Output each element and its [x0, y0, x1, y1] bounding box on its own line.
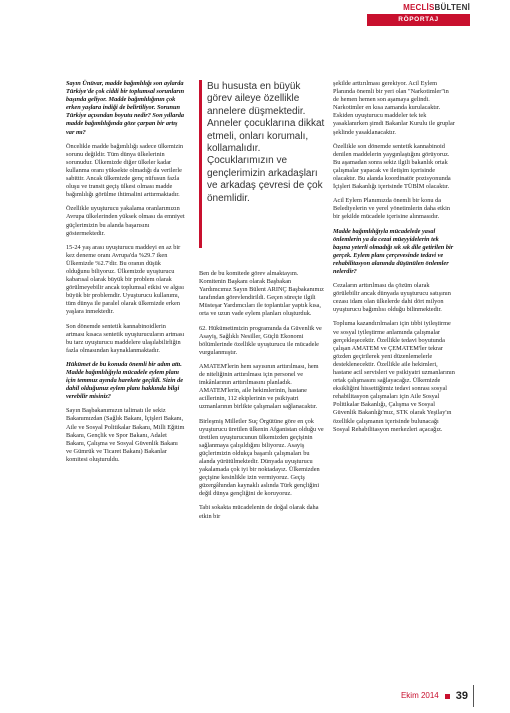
body-paragraph: Sayın Başbakanımızın talimatı ile sekiz Bakanımızdan (Sağlık Bakanı, İçişleri Bakanı, Aile ve Sosyal Politikalar Bakanı, Milli Eğitim Bakanı, Gençlik ve Spor Bakanı, Adalet Bakanı, Çalışma ve Sosyal Güvenlik Bakanı ve Gümrük ve Ticaret Bakanı) Bakanlar komitesi oluşturuldu.	[66, 407, 185, 463]
column-1	[66, 80, 185, 470]
interview-question: Hükümet de bu konuda önemli bir adım attı. Madde bağımlılığıyla mücadele eylem planı için temmuz ayında harekete geçildi. Sizin de dahil olduğunuz eylem planı hakkında bilgi verebilir misiniz?	[66, 360, 184, 401]
page-number: 39	[455, 690, 468, 702]
body-paragraph: 15-24 yaş arası uyuşturucu maddeyi en az bir kez deneme oranı Avrupa'da %29.7 iken Ülkemizde %2.7'dir. Bu oranın düşük olduğunu biliyoruz. Ülkemizde uyuşturucu kabarısal olarak büyük bir problem olarak görülmeyebilir ancak toplumsal etkisi ve algısı büyük bir problemdir. Uyuşturucu kullanımı, tüm dünya ile paralel olarak ülkemizde erken yaşlara inmektedir.	[66, 243, 185, 316]
body-paragraph: Özellikle uyuşturucu yakalama oranlarımızın Avrupa ülkelerinden yüksek olması da emniyet güçlerimizin bu alanda başarısını göstermektedir.	[66, 205, 185, 237]
body-paragraph: Tabi sokakta mücadelenin de doğal olarak daha etkin bir	[199, 504, 319, 520]
footer-divider	[473, 685, 474, 707]
column-3	[333, 80, 456, 440]
interview-question: Sayın Ünüvar, madde bağımlılığı son aylarda Türkiye'de çok ciddi bir toplumsal sorunların başında geliyor. Madde bağımlılığının çok erken yaşlara indiği de belirtiliyor. Sorunun Türkiye açısından boyutu nedir? Son yıllarda madde bağımlılığında göze çarpan bir artış var mı?	[66, 80, 185, 136]
page-footer	[401, 689, 468, 703]
body-paragraph: Cezaların arttırılması da çözüm olarak görülebilir ancak dünyada uyuşturucu satışının cezası idam olan ülkelerde dahi dört milyon uyuşturucu bağımlısı olduğu bilinmektedir.	[333, 282, 451, 314]
brand-bulteni: BÜLTENİ	[434, 3, 470, 12]
column-2	[199, 270, 324, 527]
interview-question: Madde bağımlılığıyla mücadelede yasal önlemlerin ya da cezai müeyyidelerin tek başına yeterli olmadığı sık sık dile getirilen bir gerçek. Eylem planı çerçevesinde tedavi ve rehabilitasyon alanında düşünülen önlemler nelerdir?	[333, 227, 454, 275]
body-paragraph: Topluma kazandırılmaları için tıbbi iyileştirme ve sosyal iyileştirme anlamında çalışmalar gerçekleşecektir. Özellikle tedavi boyutunda çalışan AMATEM ve ÇEMATEM'ler tekrar gözden geçirilerek yeni düzenlemelerle desteklenecektir. Özellikle aile hekimleri, hastane acil servisleri ve psikiyatri uzmanlarının ortak çalışmasını sağlayacağız. Ülkemizde eksikliğini hissettiğimiz tedavi sonrası sosyal rehabilitasyon çalışmaları için Aile Sosyal Politikalar Bakanlığı, Çalışma ve Sosyal Güvenlik Bakanlığı'mız, STK olarak Yeşilay'ın özellikle çalışmanın içerisinde bulunacağı Sosyal Rehabilitasyon merkezleri açacağız.	[333, 320, 455, 433]
brand-meclis: MECLİS	[403, 3, 435, 12]
body-paragraph: Özellikle son dönemde sentetik kannabinoid denilen maddelerin yaygınlaştığını görüyoruz. Bu aşamadan sonra sekiz ilgili bakanlık ortak çalışmalar yapacak ve iletişim içerisinde olacaktır. Bu alanda koordinatör pozisyonunda İçişleri Bakanlığı içerisinde TÜBİM olacaktır.	[333, 142, 451, 191]
body-paragraph: Öncelikle madde bağımlılığı sadece ülkemizin sorunu değildir. Tüm dünya ülkelerinin sorunudur. Ülkemizde diğer ülkeler kadar kullanma oranı yüksekte olmadığı da verilerle sabittir. Ancak ülkemizde genç nüfusun fazla oluşu ve transit geçiş ülkesi olması madde bağımlılığı görülme ihtimalini arttırmaktadır.	[66, 142, 184, 199]
body-paragraph: Acil Eylem Planımızda önemli bir konu da Belediyelerin ve yerel yönetimlerin daha etkin bir şekilde mücadele içerisine alınmasıdır.	[333, 197, 450, 221]
body-paragraph: AMATEM'lerin hem sayısının arttırılması, hem de niteliğinin arttırılması için personel ve imkânlarının arttırılmasını planladık. AMATEM'lerin, aile hekimlerinin, hastane acillerinin, 112 ekiplerinin ve psikiyatri uzmanlarının birlikte çalışmaları sağlanacaktır.	[199, 362, 319, 411]
issue-month: Ekim 2014	[400, 691, 439, 700]
footer-square-icon	[445, 694, 450, 699]
body-paragraph: şekilde arttırılması gerekiyor. Acil Eylem Planında önemli bir yeri olan "Narkotimler"in de hemen hemen son aşamaya gelindi. Narkotimler en kısa zamanda kurulacaktır. Eskiden uyuşturucu maddeler tek tek yasaklanırken şimdi Bakanlar Kurulu ile gruplar şeklinde yasaklanacaktır.	[333, 80, 455, 136]
pull-quote-rule	[199, 80, 202, 248]
body-paragraph: Ben de bu komitede görev almaktayım. Komitenin Başkanı olarak Başbakan Yardımcımız Sayın Bülent ARINÇ Başbakanımız tarafından görevlendirildi. Geçen süreçte ilgili Müsteşar Yardımcıları ile toplantılar yaptık kısa, orta ve uzun vade eylem planları oluşturduk.	[199, 270, 324, 318]
body-paragraph: Son dönemde sentetik kannabinoidlerin artması kısaca sentetik uyuşturucuların artması bu tarz uyuşturucu maddelere ulaşılabilirliğin fazla olmasından kaynaklanmaktadır.	[66, 322, 185, 354]
body-paragraph: 62. Hükümetimizin programında da Güvenlik ve Asayiş, Sağlıklı Nesiller, Güçlü Ekonomi bölümlerinde özellikle uyuşturucu ile mücadele vurgulanmıştır.	[199, 324, 322, 356]
pull-quote	[199, 80, 325, 252]
body-paragraph: Birleşmiş Milletler Suç Örgütüne göre en çok uyuşturucu üretilen ülkenin Afganistan olduğu ve üretilen uyuşturucunun ülkemizden geçişinin sağlanmaya çalışıldığını biliyoruz. Asayiş güçlerimizin oldukça başarılı çalışmaları bu alanda yürütülmektedir. Dünyada uyuşturucu yakalamada çok iyi bir noktadayız. Ülkemizden geçişine kesinlikle izin vermiyoruz. Geçiş güzergâhından kaynaklı aslında Türk gençliğini değil dünya gençliğini de koruyoruz.	[199, 417, 324, 498]
section-tag: RÖPORTAJ	[367, 14, 470, 26]
publication-brand	[403, 3, 470, 13]
pull-quote-text: Bu hususta en büyük görev aileye özellikle annelere düşmektedir. Anneler çocuklarına dikkat etmeli, onları korumalı, kollamalıdır. Çocuklarımızın ve gençlerimizin arkadaşları ve arkadaş çevresi de çok önemlidir.	[207, 81, 325, 204]
